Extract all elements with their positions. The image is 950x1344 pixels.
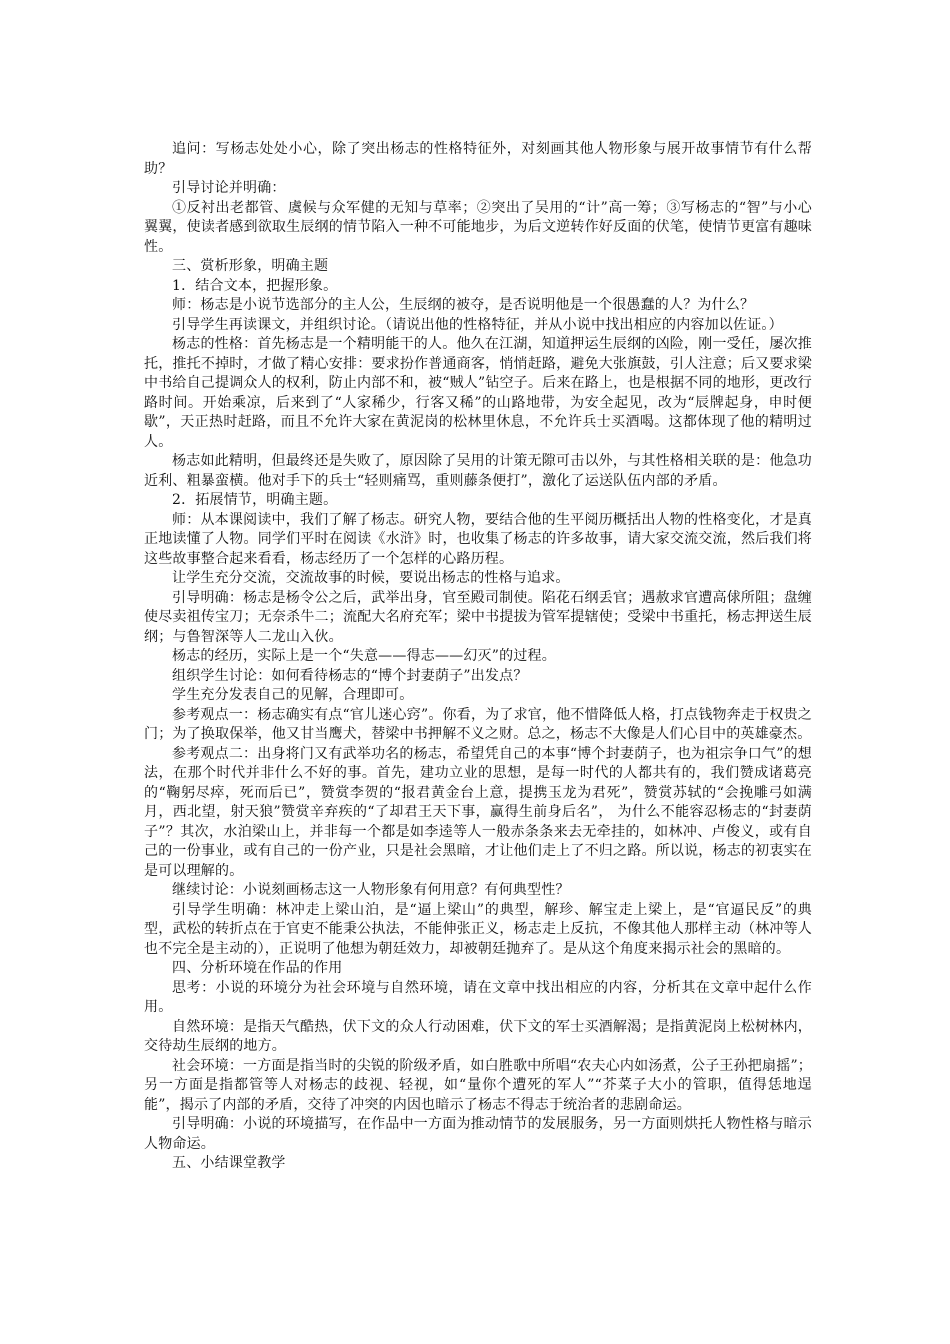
document-body [144,140,812,1174]
paragraph-natural-environment: 自然环境：是指天气酷热，伏下文的众人行动困难，伏下文的军士买酒解渴；是指黄泥岗上松树林内，交待劫生辰纲的地方。 [144,1018,812,1054]
paragraph-social-environment: 社会环境：一方面是指当时的尖锐的阶级矛盾，如白胜歌中所唱“农夫心内如汤煮，公子王孙把扇摇”；另一方面是指都管等人对杨志的歧视、轻视，如“量你个遭死的军人”“芥菜子大小的管职，值得恁地逞能”，揭示了内部的矛盾，交待了冲突的内因也暗示了杨志不得志于统治者的悲剧命运。 [144,1057,812,1113]
paragraph-discussion-points: ①反衬出老都管、虞候与众军健的无知与草率；②突出了吴用的“计”高一筹；③写杨志的“智”与小心翼翼，使读者感到欲取生辰纲的情节陷入一种不可能地步，为后文逆转作好反面的伏笔，使情节更富有趣味性。 [144,199,812,255]
paragraph-guide-environment: 引导明确：小说的环境描写，在作品中一方面为推动情节的发展服务，另一方面则烘托人物性格与暗示人物命运。 [144,1116,812,1152]
paragraph-viewpoint-two: 参考观点二：出身将门又有武举功名的杨志，希望凭自己的本事“博个封妻荫子，也为祖宗争口气”的想法，在那个时代并非什么不好的事。首先，建功立业的思想，是每一时代的人都共有的，我们赞成诸葛亮的“鞠躬尽瘁，死而后已”，赞赏李贺的“报君黄金台上意，提携玉龙为君死”，赞赏苏轼的“会挽雕弓如满月，西北望，射天狼”赞赏辛弃疾的“了却君王天下事，赢得生前身后名”， 为什么不能容忍杨志的“封妻荫子”？其次，水泊梁山上，并非每一个都是如李逵等人一般赤条条来去无牵挂的，如林冲、卢俊义，或有自己的一份事业，或有自己的一份产业，只是社会黑暗，才让他们走上了不归之路。所以说，杨志的初衷实在是可以理解的。 [144,745,812,879]
paragraph-life-summary: 杨志的经历，实际上是一个“失意——得志——幻灭”的过程。 [172,648,556,664]
subheading-3-1: 1．结合文本，把握形象。 [172,277,338,294]
section-heading-3: 三、赏析形象，明确主题 [172,258,329,274]
paragraph-think-environment: 思考：小说的环境分为社会环境与自然环境，请在文章中找出相应的内容，分析其在文章中起什么作用。 [144,979,812,1015]
paragraph-student-views: 学生充分发表自己的见解，合理即可。 [172,687,414,703]
paragraph-continue-discussion: 继续讨论：小说刻画杨志这一人物形象有何用意？有何典型性？ [172,882,570,898]
paragraph-organize-discussion: 组织学生讨论：如何看待杨志的“博个封妻荫子”出发点？ [172,667,528,684]
paragraph-guide-discussion: 引导讨论并明确： [172,180,286,196]
paragraph-yang-zhi-character: 杨志的性格：首先杨志是一个精明能干的人。他久在江湖，知道押运生辰纲的凶险，刚一受任，屡次推托，推托不掉时，才做了精心安排：要求扮作普通商客，悄悄赶路，避免大张旗鼓，引人注意；后又要求梁中书给自己提调众人的权利，防止内部不和，被“贼人”钻空子。后来在路上，也是根据不同的地形，更改行路时间。开始乘凉，后来到了“人家稀少，行客又稀”的山路地带，为安全起见，改为“辰牌起身，申时便歇”，天正热时赶路，而且不允许大家在黄泥岗的松林里休息，不允许兵士买酒喝。这都体现了他的精明过人。 [144,336,812,450]
subheading-3-2: 2．拓展情节，明确主题。 [172,492,338,508]
paragraph-guide-clarify-life: 引导明确：杨志是杨令公之后，武举出身，官至殿司制使。陷花石纲丢官；遇赦求官遭高俅所阻；盘缠使尽卖祖传宝刀；无奈杀牛二；流配大名府充军；梁中书提拔为管军提辖使；受梁中书重托，杨志押送生辰纲；与鲁智深等人二龙山入伙。 [144,589,812,645]
section-heading-4: 四、分析环境在作品的作用 [172,960,343,976]
paragraph-teacher-question: 师：杨志是小说节选部分的主人公，生辰纲的被夺，是否说明他是一个很愚蠢的人？为什么？ [172,297,755,313]
section-heading-5: 五、小结课堂教学 [172,1155,286,1171]
paragraph-guide-typicality: 引导学生明确：林冲走上梁山泊，是“逼上梁山”的典型，解珍、解宝走上梁上，是“官逼民反”的典型，武松的转折点在于官吏不能秉公执法，不能伸张正义，杨志走上反抗，不像其他人那样主动（林冲等人也不完全是主动的），正说明了他想为朝廷效力，却被朝廷抛弃了。是从这个角度来揭示社会的黑暗的。 [144,901,812,957]
paragraph-follow-up-question: 追问：写杨志处处小心，除了突出杨志的性格特征外，对刻画其他人物形象与展开故事情节有什么帮助？ [144,141,812,177]
paragraph-student-exchange: 让学生充分交流，交流故事的时候，要说出杨志的性格与追求。 [172,570,570,586]
paragraph-viewpoint-one: 参考观点一：杨志确实有点“官儿迷心窍”。你看，为了求官，他不惜降低人格，打点钱物奔走于权贵之门；为了换取保举，他又甘当鹰犬，替梁中书押解不义之财。总之，杨志不大像是人们心目中的英雄豪杰。 [144,706,812,742]
paragraph-teacher-expand: 师：从本课阅读中，我们了解了杨志。研究人物，要结合他的生平阅历概括出人物的性格变化，才是真正地读懂了人物。同学们平时在阅读《水浒》时，也收集了杨志的许多故事，请大家交流交流，然后我们将这些故事整合起来看看，杨志经历了一个怎样的心路历程。 [144,511,812,567]
paragraph-failure-reason: 杨志如此精明，但最终还是失败了，原因除了吴用的计策无隙可击以外，与其性格相关联的是：他急功近利、粗暴蛮横。他对手下的兵士“轻则痛骂，重则藤条便打”，激化了运送队伍内部的矛盾。 [144,453,812,489]
paragraph-reread-instruction: 引导学生再读课文，并组织讨论。（请说出他的性格特征，并从小说中找出相应的内容加以佐证。） [172,316,783,333]
